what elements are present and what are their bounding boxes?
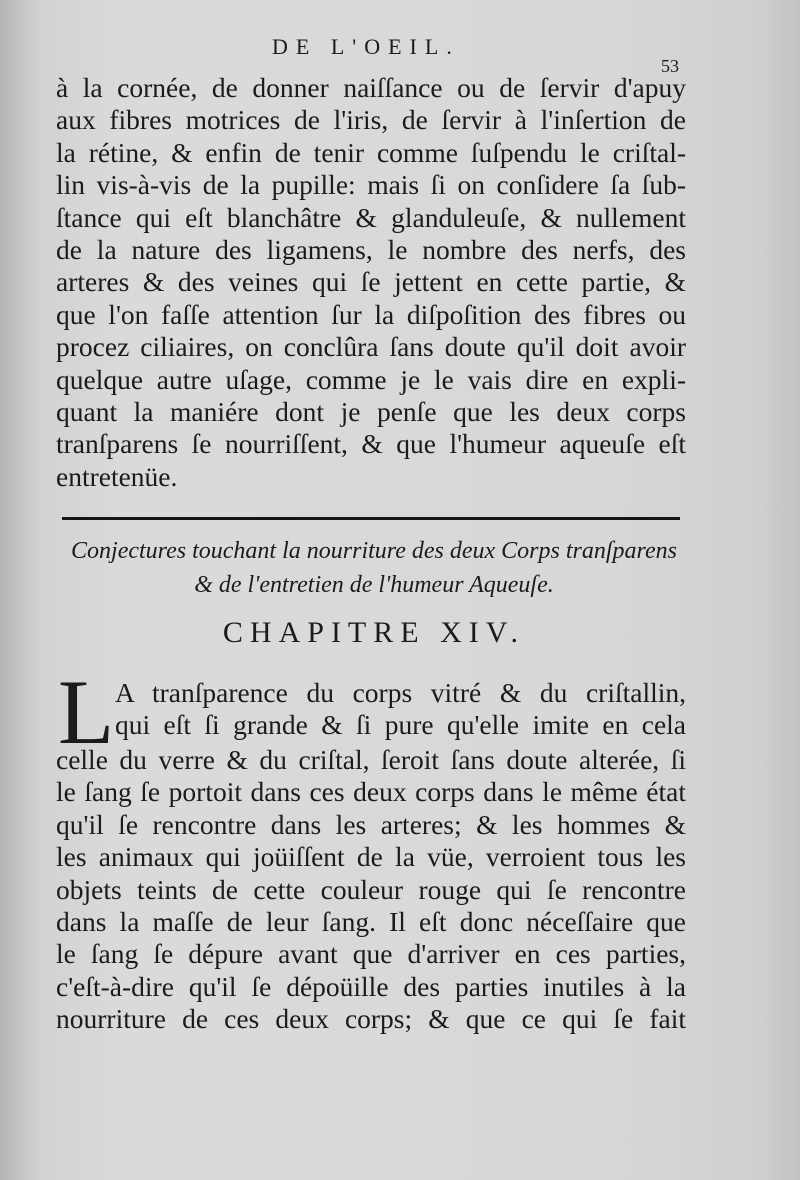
text-line: quant la maniére dont je penſe que les deux corps: [56, 396, 686, 428]
text-line: les animaux qui joüiſſent de la vüe, verroient tous les: [56, 841, 686, 873]
text-line: c'eſt-à-dire qu'il ſe dépoüille des parties inutiles à la: [56, 970, 686, 1002]
text-line: lin vis-à-vis de la pupille: mais ſi on conſidere ſa ſub-: [56, 169, 686, 201]
text-line: que l'on faſſe attention ſur la diſpoſition des fibres ou: [56, 298, 686, 330]
text-line: quelque autre uſage, comme je le vais dire en expli-: [56, 363, 686, 395]
text-line: objets teints de cette couleur rouge qui ſe rencontre: [56, 873, 686, 905]
text-line: celle du verre & du criſtal, ſeroit ſans doute alterée, ſi: [56, 744, 686, 775]
text-line: tranſparens ſe nourriſſent, & que l'humeur aqueuſe eſt: [56, 428, 686, 460]
text-line: qu'il ſe rencontre dans les arteres; & les hommes &: [56, 808, 686, 840]
text-line: nourriture de ces deux corps; & que ce qui ſe fait: [56, 1003, 686, 1035]
chapter-paragraph: [56, 744, 686, 1036]
text-line: qui eſt ſi grande & ſi pure qu'elle imite en cela: [115, 709, 686, 741]
text-line: aux fibres motrices de l'iris, de ſervir à l'inſertion de: [56, 104, 686, 136]
section-rule: [62, 517, 680, 520]
text-line: dans la maſſe de leur ſang. Il eſt donc néceſſaire que: [56, 906, 686, 938]
chapter-paragraph-indented: [115, 677, 686, 742]
section-subtitle-line: Conjectures touchant la nourriture des deux Corps tranſparens: [71, 538, 677, 564]
top-paragraph: [56, 72, 686, 493]
text-line: ſtance qui eſt blanchâtre & glanduleuſe, & nullement: [56, 201, 686, 233]
page-number: 53: [661, 56, 679, 76]
text-line: procez ciliaires, on conclûra ſans doute qu'il doit avoir: [56, 331, 686, 363]
section-subtitle-line: & de l'entretien de l'humeur Aqueuſe.: [194, 572, 554, 598]
text-line: arteres & des veines qui ſe jettent en cette partie, &: [56, 266, 686, 298]
text-line: A tranſparence du corps vitré & du criſtallin,: [115, 677, 686, 708]
text-line: la rétine, & enfin de tenir comme ſuſpendu le criſtal-: [56, 136, 686, 168]
running-head: DE L'OEIL.: [272, 34, 460, 59]
text-line: de la nature des ligamens, le nombre des nerfs, des: [56, 234, 686, 266]
text-line: entretenüe.: [56, 460, 178, 492]
drop-cap: L: [58, 661, 115, 763]
chapter-title: CHAPITRE XIV.: [222, 616, 526, 649]
text-line: le ſang ſe dépure avant que d'arriver en ces parties,: [56, 938, 686, 970]
text-line: le ſang ſe portoit dans ces deux corps dans le même état: [56, 776, 686, 808]
text-line: à la cornée, de donner naiſſance ou de ſervir d'apuy: [56, 72, 686, 103]
